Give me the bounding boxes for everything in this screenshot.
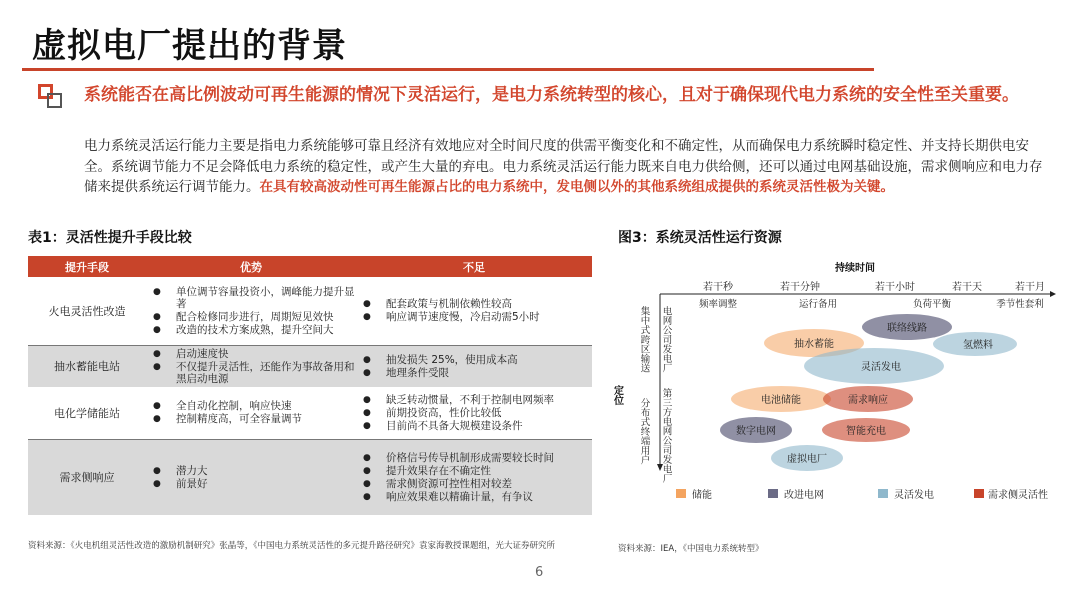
legend-label: 储能 — [692, 490, 712, 501]
figure-caption: 图3：系统灵活性运行资源 — [618, 230, 782, 246]
legend-swatch — [676, 489, 686, 498]
x-tick-label: 若干天 — [952, 282, 982, 293]
advantage-item: ● 单位调节容量投资小，调峰能力提升显著 — [146, 286, 356, 310]
x-axis-arrow — [1050, 291, 1056, 297]
advantage-item: ● 控制精度高，可全容量调节 — [146, 413, 356, 425]
bubble-hydrogen — [933, 332, 1017, 356]
figure-source: 资料来源：IEA，《中国电力系统转型》 — [618, 544, 764, 554]
method-cell: 需求侧响应 — [28, 439, 146, 515]
bubble-label: 氢燃料 — [963, 340, 993, 351]
x-tick-label: 若干月 — [1015, 282, 1045, 293]
advantage-item: ● 前景好 — [146, 478, 356, 490]
disadvantage-item: ● 缺乏转动惯量，不利于控制电网频率 — [356, 394, 592, 406]
bubble-smart-charging — [822, 418, 910, 442]
header-advantage: 优势 — [146, 256, 356, 277]
disadvantage-item: ● 抽发损失 25%，使用成本高 — [356, 354, 592, 366]
bubble-interconnector — [862, 314, 952, 340]
legend — [676, 488, 1048, 501]
bubble-virtual-power-plant — [771, 445, 843, 471]
legend-label: 改进电网 — [784, 490, 824, 501]
y-bottom-label: 分布式终端用户 — [638, 398, 650, 465]
y-top-label: 集中式跨区输送 — [638, 306, 650, 373]
bubble-label: 虚拟电厂 — [787, 454, 827, 465]
legend-label: 需求侧灵活性 — [988, 490, 1048, 501]
bubble-flexible-generation — [804, 348, 944, 384]
table-source: 资料来源：《火电机组灵活性改造的激励机制研究》张晶等，《中国电力系统灵活性的多元提升路径研究》袁家海教授课题组，光大证券研究所 — [28, 541, 556, 551]
y-axis-title: 定位 — [611, 385, 623, 405]
bubble-digital-grid — [720, 417, 792, 443]
page-number: 6 — [535, 565, 544, 580]
bubble-label: 电池储能 — [761, 395, 801, 406]
x-tick-label: 若干秒 — [703, 282, 733, 293]
advantage-item: ● 全自动化控制，响应快速 — [146, 400, 356, 412]
x-tick-label: 若干小时 — [875, 282, 915, 293]
table-caption: 表1：灵活性提升手段比较 — [28, 230, 192, 246]
bubble-demand-response — [823, 386, 913, 412]
disadvantage-item: ● 响应调节速度慢，冷启动需5小时 — [356, 311, 592, 323]
paragraph-highlight: 在具有较高波动性可再生能源占比的电力系统中，发电侧以外的其他系统组成提供的系统灵活性极为关键。 — [259, 179, 894, 195]
page-title: 虚拟电厂提出的背景 — [32, 26, 347, 66]
x-band-label: 负荷平衡 — [912, 299, 952, 310]
method-cell: 抽水蓄能电站 — [28, 345, 146, 387]
advantage-item: ● 配合检修同步进行，周期短见效快 — [146, 311, 356, 323]
method-cell: 电化学储能站 — [28, 387, 146, 439]
header-method: 提升手段 — [28, 256, 146, 277]
legend-swatch — [878, 489, 888, 498]
disadvantage-item: ● 提升效果存在不确定性 — [356, 465, 592, 477]
header-disadvantage: 不足 — [356, 256, 592, 277]
disadvantage-item: ● 地理条件受限 — [356, 367, 592, 379]
x-tick-label: 若干分钟 — [780, 282, 820, 293]
disadvantage-item: ● 价格信号传导机制形成需要较长时间 — [356, 452, 592, 464]
y-top-sublabel: 电网公司发电厂 — [660, 306, 672, 373]
bubble-battery-storage — [731, 386, 831, 412]
legend-swatch — [974, 489, 984, 498]
bubble-label: 抽水蓄能 — [794, 339, 834, 350]
bubble-label: 灵活发电 — [861, 362, 901, 373]
disadvantage-item: ● 前期投资高，性价比较低 — [356, 407, 592, 419]
x-axis-title: 持续时间 — [835, 263, 875, 274]
y-bottom-sublabel: 第三方电网公司发电厂 — [660, 388, 672, 483]
bubble-label: 联络线路 — [887, 323, 927, 334]
key-point: 系统能否在高比例波动可再生能源的情况下灵活运行，是电力系统转型的核心，且对于确保现代电力系统的安全性至关重要。 — [84, 85, 1019, 105]
x-band-label: 运行备用 — [798, 299, 838, 310]
paragraph-text: 电力系统灵活运行能力主要是指电力系统能够可靠且经济有效地应对全时间尺度的供需平衡变化和不确定性，从而确保电力系统瞬时稳定性、并支持长期供电安全。系统调节能力不足会降低电力系统的稳定性，或产生大量的弃电。电力系统灵活运行能力既来自电力供给侧，还可以通过电网基础设施，需求侧响应和电力存储来提供系统运行调节能力。 — [84, 138, 1043, 195]
disadvantage-item: ● 配套政策与机制依赖性较高 — [356, 298, 592, 310]
advantage-item: ● 潜力大 — [146, 465, 356, 477]
bubble-label: 需求响应 — [848, 395, 888, 406]
legend-label: 灵活发电 — [894, 490, 934, 501]
x-band-label: 频率调整 — [698, 299, 738, 310]
bubble-label: 智能充电 — [846, 426, 886, 437]
advantage-item: ● 改造的技术方案成熟，提升空间大 — [146, 324, 356, 336]
disadvantage-item: ● 需求侧资源可控性相对较差 — [356, 478, 592, 490]
disadvantage-item: ● 目前尚不具备大规模建设条件 — [356, 420, 592, 432]
method-cell: 火电灵活性改造 — [28, 277, 146, 345]
x-band-label: 季节性套利 — [996, 299, 1044, 310]
advantage-item: ● 不仅提升灵活性，还能作为事故备用和黑启动电源 — [146, 361, 356, 385]
legend-swatch — [768, 489, 778, 498]
disadvantage-item: ● 响应效果难以精确计量，有争议 — [356, 491, 592, 503]
advantage-item: ● 启动速度快 — [146, 348, 356, 360]
bubble-label: 数字电网 — [736, 426, 776, 437]
